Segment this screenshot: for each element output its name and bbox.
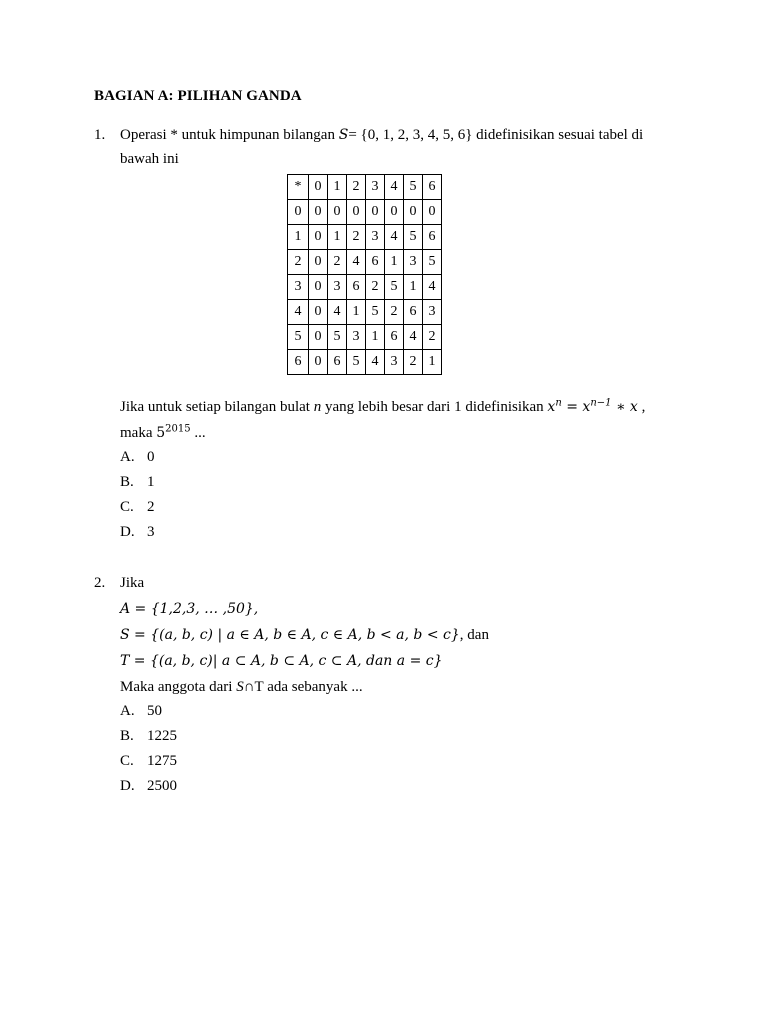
table-cell: 6 (404, 300, 423, 325)
table-cell: 0 (288, 200, 309, 225)
table-cell: 0 (309, 250, 328, 275)
table-cell: 0 (366, 200, 385, 225)
table-cell: 0 (309, 275, 328, 300)
table-cell: 3 (366, 225, 385, 250)
option-value: 1275 (147, 753, 177, 769)
option-value: 2500 (147, 778, 177, 794)
option-value: 3 (147, 524, 155, 540)
q1-number: 1. (94, 127, 106, 143)
table-row (288, 350, 442, 375)
table-row (288, 325, 442, 350)
table-cell: 3 (404, 250, 423, 275)
operation-table (287, 174, 442, 375)
table-cell: 6 (288, 350, 309, 375)
table-cell: 4 (423, 275, 442, 300)
table-cell: 6 (423, 225, 442, 250)
table-cell: 2 (404, 350, 423, 375)
option-letter: C. (120, 499, 134, 515)
table-cell: 2 (366, 275, 385, 300)
option-letter: D. (120, 524, 135, 540)
table-cell: 3 (385, 350, 404, 375)
table-cell: 2 (347, 175, 366, 200)
table-cell: 1 (347, 300, 366, 325)
table-cell: 0 (347, 200, 366, 225)
q1-intro: Operasi * untuk himpunan bilangan S= {0, 1, 2, 3, 4, 5, 6} didefinisikan sesuai tabel di (120, 127, 644, 143)
option-value: 0 (147, 449, 155, 465)
section-heading: BAGIAN A: PILIHAN GANDA (94, 88, 302, 104)
table-cell: 4 (385, 225, 404, 250)
q1-ask: maka $5^{2015}$ ... (120, 423, 206, 441)
table-cell: 2 (288, 250, 309, 275)
table-cell: 1 (328, 225, 347, 250)
q2-ask: Maka anggota dari S∩T ada sebanyak ... (120, 679, 363, 695)
option-letter: A. (120, 449, 135, 465)
table-cell: 4 (366, 350, 385, 375)
table-cell: 3 (288, 275, 309, 300)
table-cell: 4 (288, 300, 309, 325)
q2-intro: Jika (120, 575, 145, 591)
option-letter: A. (120, 703, 135, 719)
table-cell: * (288, 175, 309, 200)
table-row (288, 225, 442, 250)
table-cell: 4 (328, 300, 347, 325)
table-cell: 5 (404, 225, 423, 250)
q2-set-t: T = {(a, b, c)| a ⊂ A, b ⊂ A, c ⊂ A, dan a = c} (120, 653, 443, 669)
table-cell: 1 (366, 325, 385, 350)
table-cell: 5 (347, 350, 366, 375)
table-cell: 0 (423, 200, 442, 225)
option-letter: D. (120, 778, 135, 794)
table-row (288, 200, 442, 225)
table-header-row (288, 175, 442, 200)
table-cell: 6 (385, 325, 404, 350)
table-cell: 0 (309, 350, 328, 375)
table-cell: 0 (309, 200, 328, 225)
table-cell: 0 (385, 200, 404, 225)
option-letter: C. (120, 753, 134, 769)
table-cell: 2 (423, 325, 442, 350)
table-cell: 3 (328, 275, 347, 300)
q2-number: 2. (94, 575, 106, 591)
table-cell: 0 (404, 200, 423, 225)
table-cell: 3 (347, 325, 366, 350)
q1-intro-line2: bawah ini (120, 151, 179, 167)
table-cell: 0 (309, 225, 328, 250)
table-cell: 6 (423, 175, 442, 200)
table-cell: 1 (328, 175, 347, 200)
option-value: 1 (147, 474, 155, 490)
q1-formula: $x^n = x^{n-1}$ ∗ x (547, 397, 638, 415)
table-cell: 3 (366, 175, 385, 200)
table-cell: 5 (423, 250, 442, 275)
table-cell: 0 (309, 325, 328, 350)
table-cell: 1 (423, 350, 442, 375)
option-value: 50 (147, 703, 162, 719)
table-cell: 0 (328, 200, 347, 225)
table-cell: 0 (309, 300, 328, 325)
option-value: 2 (147, 499, 155, 515)
option-letter: B. (120, 474, 134, 490)
table-cell: 4 (385, 175, 404, 200)
table-cell: 1 (404, 275, 423, 300)
q2-set-s: S = {(a, b, c) | a ∈ A, b ∈ A, c ∈ A, b < a, b < c}, dan (120, 627, 489, 643)
table-cell: 4 (404, 325, 423, 350)
option-value: 1225 (147, 728, 177, 744)
table-cell: 2 (385, 300, 404, 325)
table-cell: 6 (328, 350, 347, 375)
table-cell: 1 (385, 250, 404, 275)
table-cell: 6 (347, 275, 366, 300)
table-cell: 1 (288, 225, 309, 250)
table-cell: 0 (309, 175, 328, 200)
table-row (288, 250, 442, 275)
q1-condition: Jika untuk setiap bilangan bulat n yang lebih besar dari 1 didefinisikan $x^n = x^{n-1}$ ∗ x , (120, 397, 646, 415)
table-cell: 2 (347, 225, 366, 250)
table-cell: 4 (347, 250, 366, 275)
q1-power: $5^{2015}$ (156, 423, 191, 441)
q2-set-a: A = {1,2,3, … ,50}, (120, 601, 259, 617)
table-cell: 5 (328, 325, 347, 350)
option-letter: B. (120, 728, 134, 744)
table-row (288, 275, 442, 300)
table-row (288, 300, 442, 325)
table-cell: 3 (423, 300, 442, 325)
table-cell: 5 (385, 275, 404, 300)
q1-set-var: S (338, 127, 349, 143)
table-cell: 5 (366, 300, 385, 325)
table-cell: 5 (404, 175, 423, 200)
table-cell: 6 (366, 250, 385, 275)
table-cell: 2 (328, 250, 347, 275)
table-cell: 5 (288, 325, 309, 350)
